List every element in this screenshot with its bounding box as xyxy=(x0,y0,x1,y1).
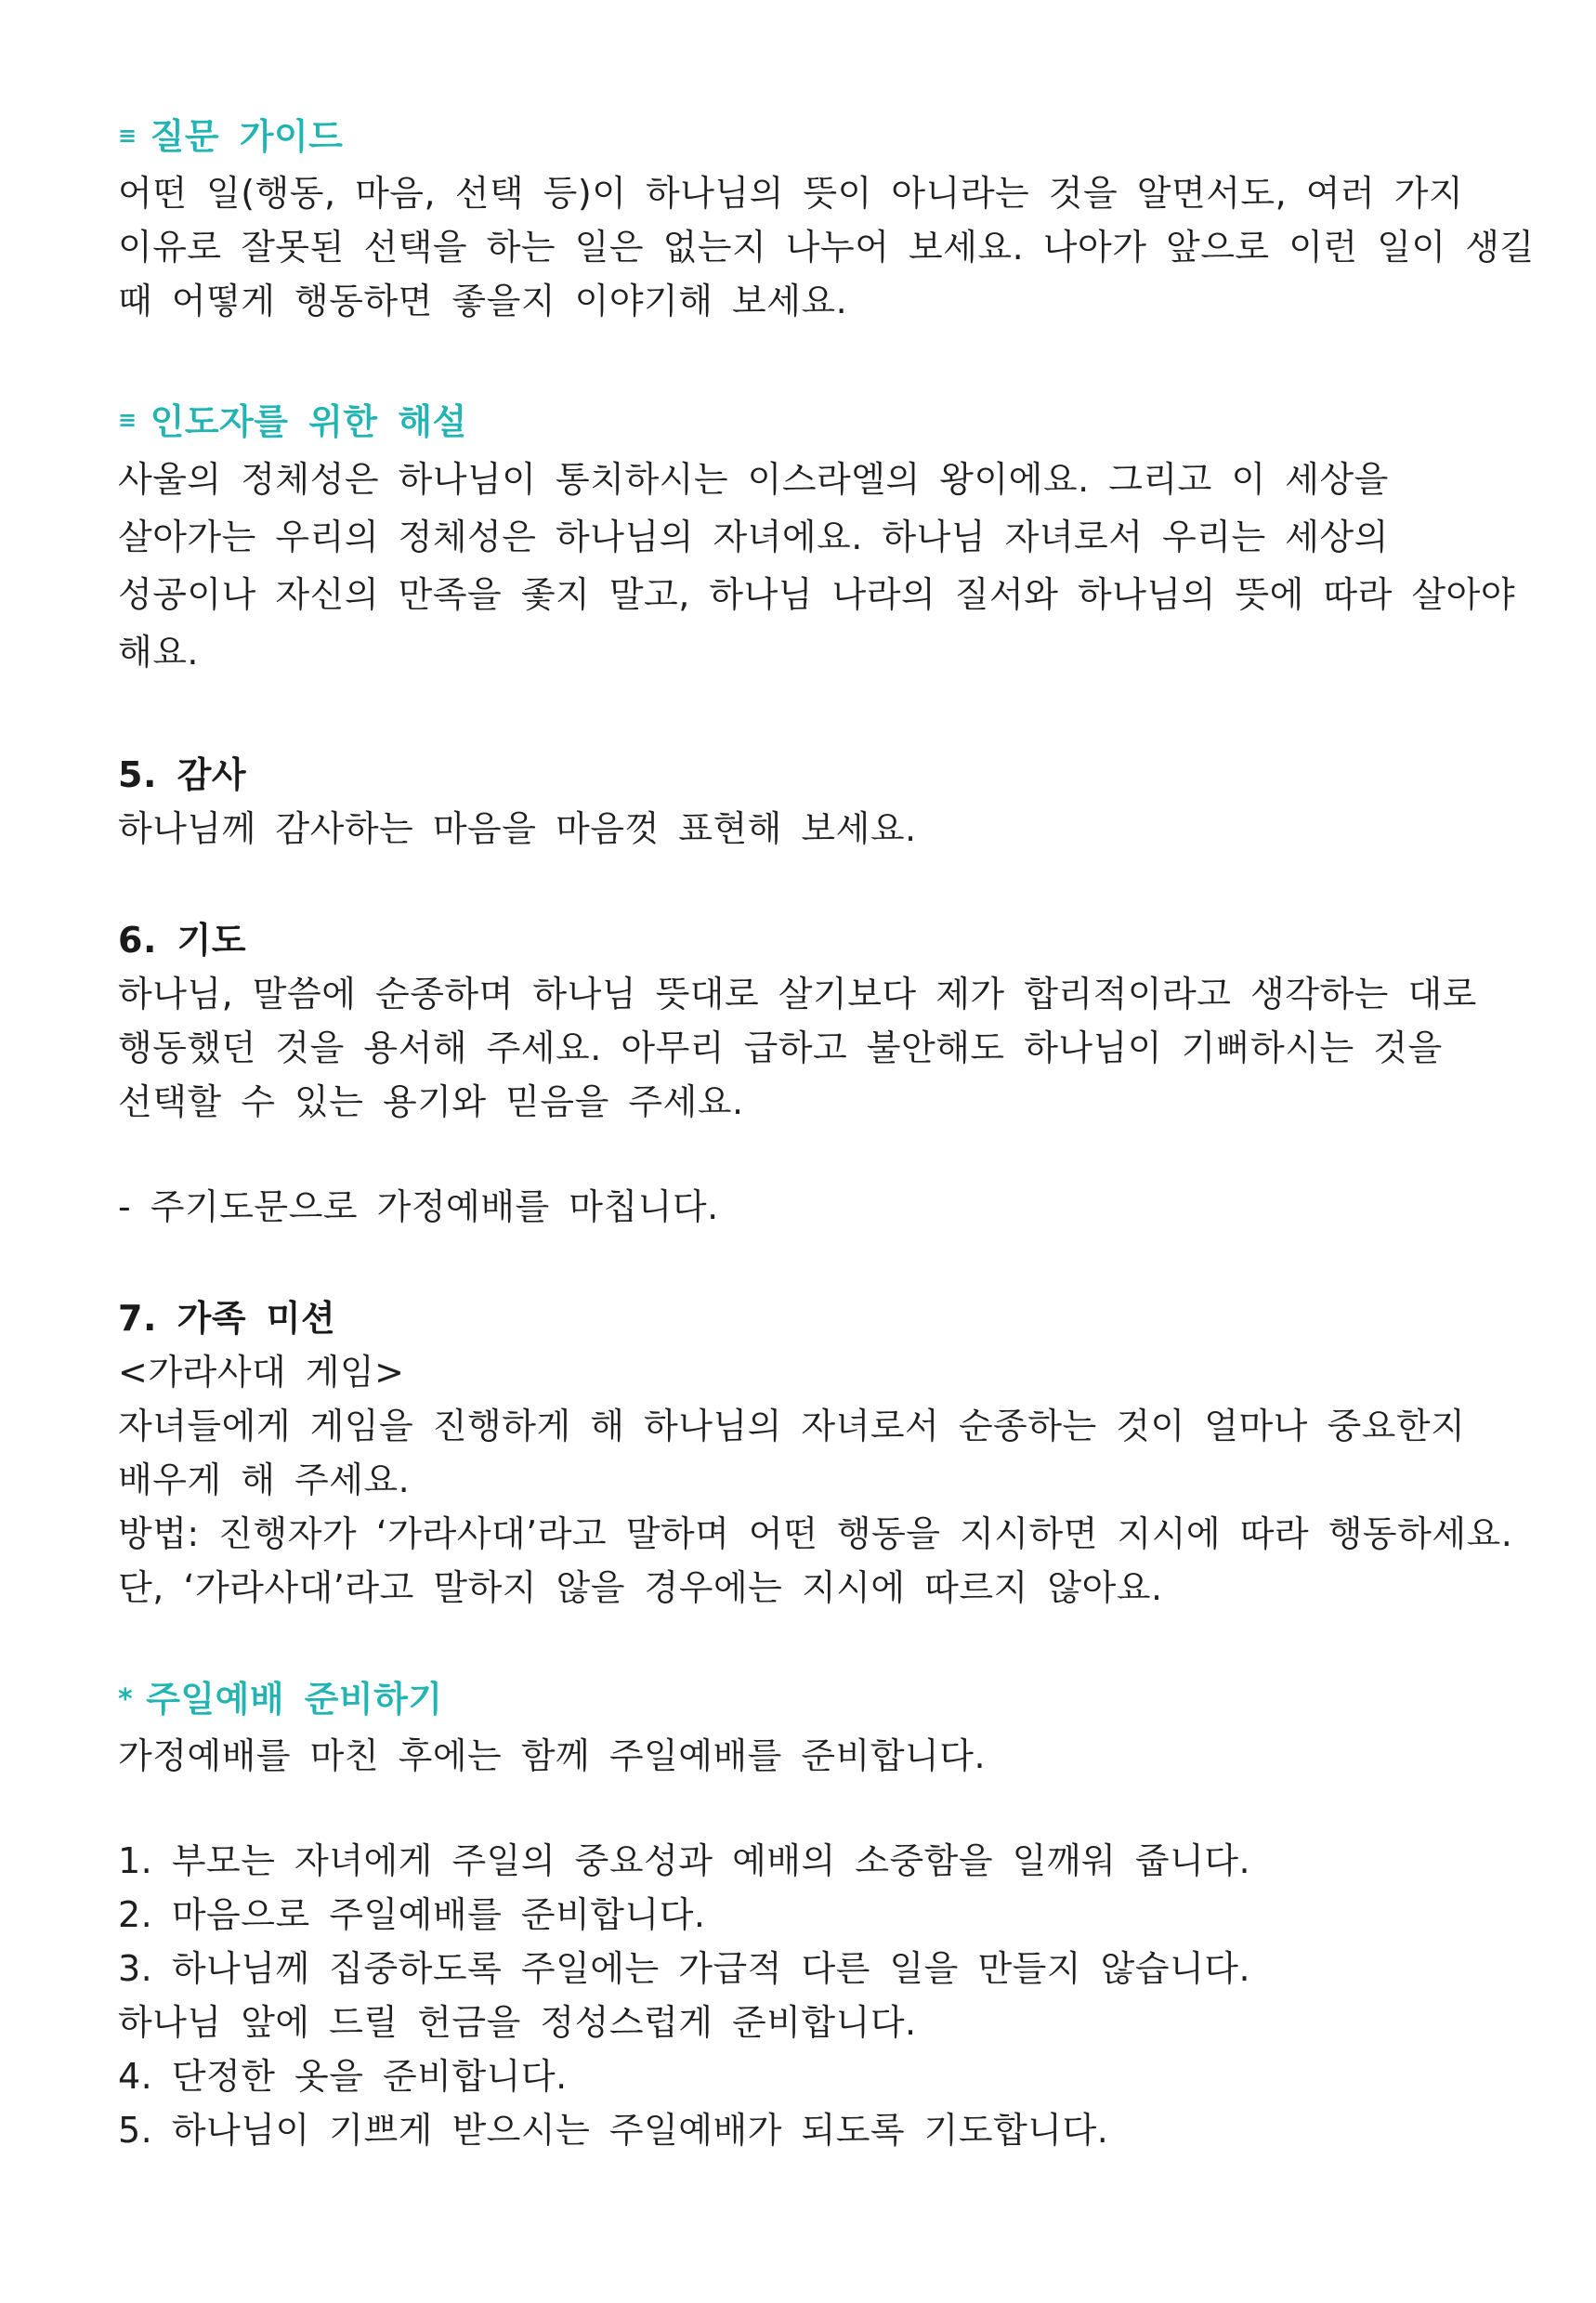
asterisk-icon: * xyxy=(118,1682,134,1716)
leader-commentary-title: 인도자를 위한 해설 xyxy=(150,400,467,442)
prayer-section xyxy=(118,913,1530,1234)
leader-commentary-heading xyxy=(118,395,1530,451)
question-guide-line: 때 어떻게 행동하면 좋을지 이야기해 보세요. xyxy=(118,280,848,321)
family-mission-line: 방법: 진행자가 ‘가라사대’라고 말하며 어떤 행동을 지시하면 지시에 따라 행동하세요. xyxy=(118,1513,1513,1554)
document-page xyxy=(118,110,1535,2157)
leader-commentary-line: 성공이나 자신의 만족을 좇지 말고, 하나님 나라의 질서와 하나님의 뜻에 따라 살아야 xyxy=(118,574,1516,615)
prayer-line: 선택할 수 있는 용기와 믿음을 주세요. xyxy=(118,1081,744,1122)
sunday-prep-intro: 가정예배를 마친 후에는 함께 주일예배를 준비합니다. xyxy=(118,1734,987,1776)
leader-commentary-line: 해요. xyxy=(118,632,199,673)
sunday-prep-item: 5. 하나님이 기쁘게 받으시는 주일예배가 되도록 기도합니다. xyxy=(118,2109,1109,2151)
question-guide-section xyxy=(118,110,1535,328)
sunday-prep-item: 1. 부모는 자녀에게 주일의 중요성과 예배의 소중함을 일깨워 줍니다. xyxy=(118,1839,1251,1881)
thanks-line: 하나님께 감사하는 마음을 마음껏 표현해 보세요. xyxy=(118,808,917,849)
thanks-section xyxy=(118,748,1530,856)
thanks-heading: 5. 감사 xyxy=(118,754,247,795)
family-mission-line: <가라사대 게임> xyxy=(118,1352,405,1393)
leader-commentary-line: 살아가는 우리의 정체성은 하나님의 자녀에요. 하나님 자녀로서 우리는 세상의 xyxy=(118,517,1389,557)
prayer-heading: 6. 기도 xyxy=(118,920,247,961)
sunday-prep-item: 하나님 앞에 드릴 헌금을 정성스럽게 준비합니다. xyxy=(118,2001,917,2043)
prayer-line: 하나님, 말씀에 순종하며 하나님 뜻대로 살기보다 제가 합리적이라고 생각하는 대로 xyxy=(118,974,1477,1014)
sunday-prep-item: 3. 하나님께 집중하도록 주일에는 가급적 다른 일을 만들지 않습니다. xyxy=(118,1947,1251,1989)
prayer-closing: - 주기도문으로 가정예배를 마칩니다. xyxy=(118,1186,719,1227)
family-mission-line: 자녀들에게 게임을 진행하게 해 하나님의 자녀로서 순종하는 것이 얼마나 중요한지 xyxy=(118,1406,1466,1446)
sunday-prep-title: 주일예배 준비하기 xyxy=(146,1679,443,1720)
sunday-prep-item: 4. 단정한 옷을 준비합니다. xyxy=(118,2055,568,2097)
family-mission-heading: 7. 가족 미션 xyxy=(118,1298,336,1339)
question-guide-title: 질문 가이드 xyxy=(150,116,344,157)
leader-commentary-section xyxy=(118,395,1530,682)
list-marker-icon: ≡ xyxy=(118,407,137,433)
question-guide-line: 어떤 일(행동, 마음, 선택 등)이 하나님의 뜻이 아니라는 것을 알면서도, 여러 가지 xyxy=(118,172,1464,214)
list-marker-icon: ≡ xyxy=(118,122,137,149)
family-mission-section xyxy=(118,1291,1530,1615)
question-guide-line: 이유로 잘못된 선택을 하는 일은 없는지 나누어 보세요. 나아가 앞으로 이런 일이 생길 xyxy=(118,226,1535,268)
leader-commentary-line: 사울의 정체성은 하나님이 통치하시는 이스라엘의 왕이에요. 그리고 이 세상을 xyxy=(118,459,1389,500)
sunday-prep-section xyxy=(118,1672,1530,2157)
question-guide-heading xyxy=(118,110,1530,166)
prayer-line: 행동했던 것을 용서해 주세요. 아무리 급하고 불안해도 하나님이 기뻐하시는 것을 xyxy=(118,1027,1443,1068)
family-mission-line: 배우게 해 주세요. xyxy=(118,1459,411,1500)
family-mission-line: 단, ‘가라사대’라고 말하지 않을 경우에는 지시에 따르지 않아요. xyxy=(118,1567,1163,1608)
sunday-prep-heading xyxy=(118,1672,1530,1729)
sunday-prep-item: 2. 마음으로 주일예배를 준비합니다. xyxy=(118,1893,706,1935)
